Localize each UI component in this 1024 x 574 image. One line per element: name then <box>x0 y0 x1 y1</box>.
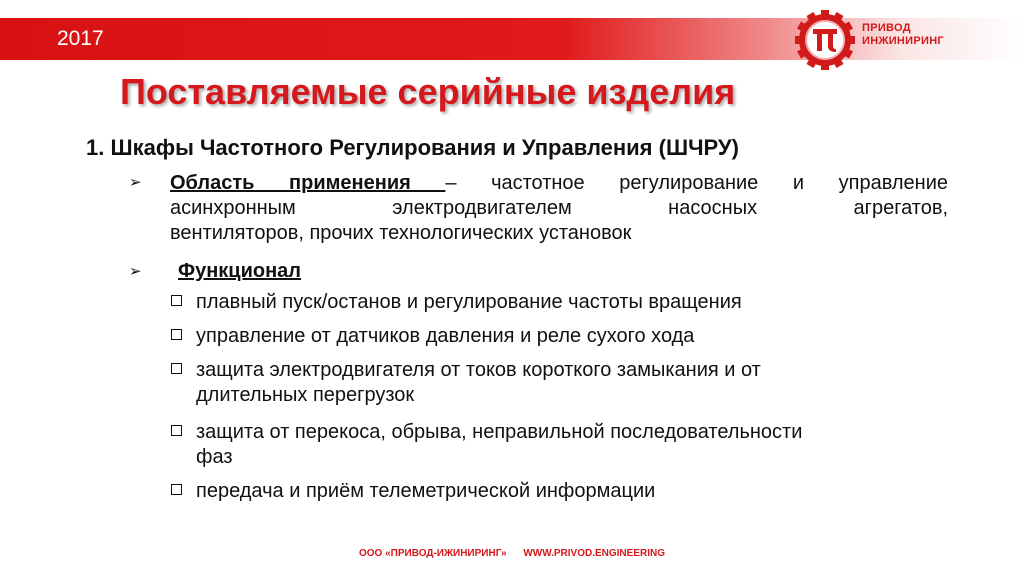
gear-logo-icon <box>792 6 862 72</box>
application-area-label: Область применения <box>170 172 446 194</box>
function-item-4: защита от перекоса, обрыва, неправильной последовательности <box>196 421 803 443</box>
function-item-4-continued: фаз <box>196 446 233 468</box>
logo-wordmark: ПРИВОД ИНЖИНИРИНГ <box>862 22 944 47</box>
application-area-line-1: Область применения – частотное регулирование и управление <box>170 172 948 194</box>
checkbox-icon <box>171 363 182 374</box>
checkbox-icon <box>171 329 182 340</box>
application-area-line-2: асинхронным электродвигателем насосных агрегатов, <box>170 197 948 219</box>
application-area-line-3: вентиляторов, прочих технологических установок <box>170 222 632 244</box>
function-item-5: передача и приём телеметрической информации <box>196 480 656 502</box>
checkbox-icon <box>171 295 182 306</box>
function-item-1: плавный пуск/останов и регулирование частоты вращения <box>196 291 742 313</box>
functional-label: Функционал <box>178 260 301 282</box>
arrow-bullet-icon: ➢ <box>129 263 142 280</box>
company-logo[interactable] <box>792 6 952 72</box>
footer-company: ООО «ПРИВОД-ИЖИНИРИНГ» <box>359 548 507 559</box>
arrow-bullet-icon: ➢ <box>129 174 142 191</box>
function-item-2: управление от датчиков давления и реле сухого хода <box>196 325 695 347</box>
section-heading: 1. Шкафы Частотного Регулирования и Управления (ШЧРУ) <box>86 135 739 160</box>
checkbox-icon <box>171 484 182 495</box>
checkbox-icon <box>171 425 182 436</box>
year-label: 2017 <box>57 27 104 50</box>
footer-website-link[interactable]: WWW.PRIVOD.ENGINEERING <box>523 548 665 559</box>
page-title: Поставляемые серийные изделия <box>120 71 736 112</box>
function-item-3-continued: длительных перегрузок <box>196 384 415 406</box>
application-area-paragraph <box>170 171 948 246</box>
footer <box>0 548 1024 559</box>
function-item-3: защита электродвигателя от токов короткого замыкания и от <box>196 359 761 381</box>
